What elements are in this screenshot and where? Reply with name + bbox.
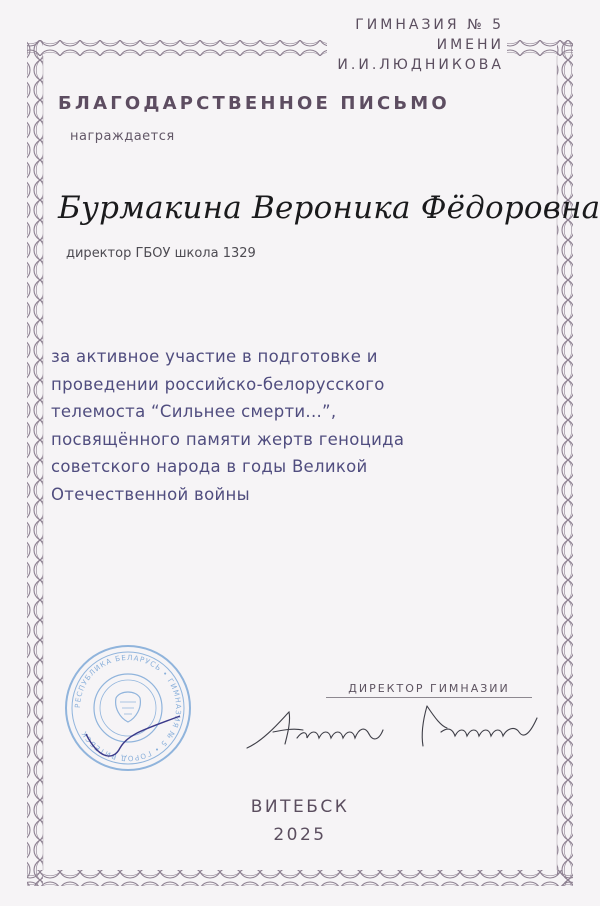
city-name: ВИТЕБСК: [250, 797, 350, 817]
reason-line: Отечественной войны: [51, 484, 250, 504]
issue-year: 2025: [273, 825, 327, 845]
director-signature: [245, 700, 545, 760]
school-name-line1: ГИМНАЗИЯ № 5: [355, 17, 504, 33]
certificate-title: БЛАГОДАРСТВЕННОЕ ПИСЬМО: [58, 93, 450, 114]
reason-line: проведении российско-белорусского: [51, 374, 385, 394]
school-name-line3: И.И.ЛЮДНИКОВА: [337, 57, 504, 73]
reason-line: посвящённого памяти жертв геноцида: [51, 429, 405, 449]
award-reason: [51, 343, 521, 508]
reason-line: за активное участие в подготовке и: [51, 347, 378, 366]
recipient-position: директор ГБОУ школа 1329: [66, 246, 256, 261]
school-name-line2: ИМЕНИ: [436, 37, 504, 53]
director-label: ДИРЕКТОР ГИМНАЗИИ: [326, 682, 532, 698]
certificate-subtitle: награждается: [70, 129, 175, 144]
recipient-name: Бурмакина Вероника Фёдоровна: [58, 190, 600, 226]
school-name: [337, 15, 504, 75]
reason-line: телемоста “Сильнее смерти...”,: [51, 402, 337, 421]
reason-line: советского народа в годы Великой: [51, 457, 368, 476]
stamp-text: РЕСПУБЛИКА БЕЛАРУСЬ • ГИМНАЗИЯ № 5 • ГОРОД ВИТЕБСК: [72, 652, 184, 764]
official-stamp: [58, 638, 198, 778]
